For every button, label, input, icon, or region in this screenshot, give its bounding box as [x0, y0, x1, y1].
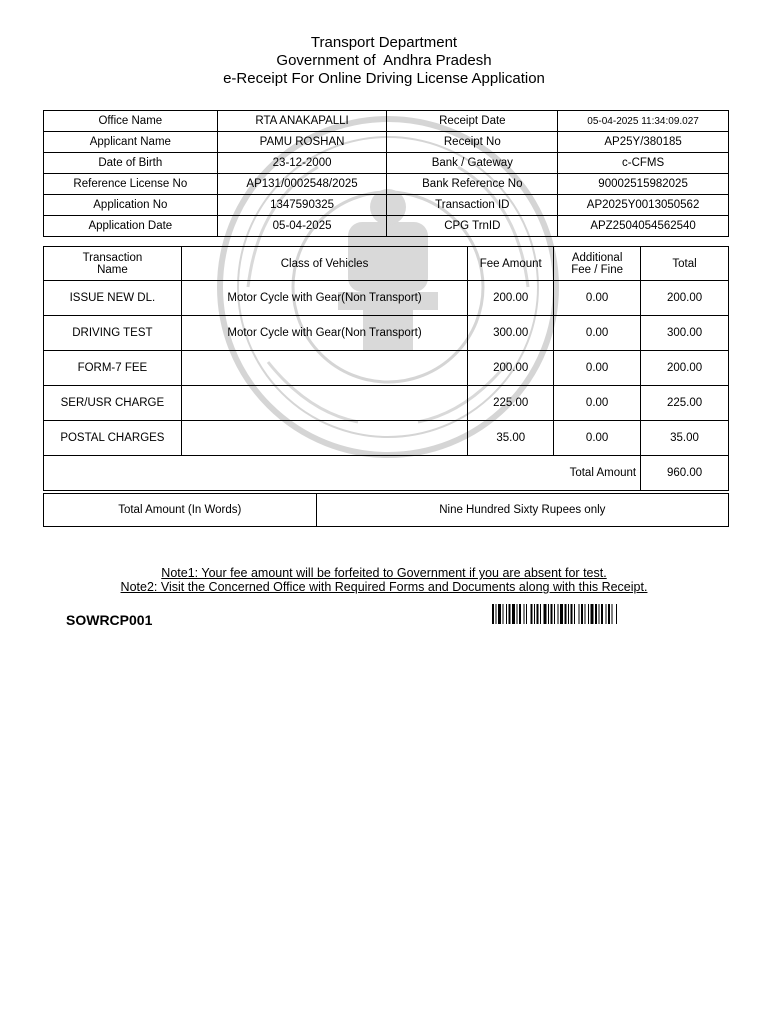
fee-cell-name: ISSUE NEW DL.	[44, 281, 182, 316]
fee-cell-cov	[181, 351, 467, 386]
receipt-title: e-Receipt For Online Driving License Application	[223, 70, 545, 87]
fee-row	[44, 316, 729, 351]
fee-cell-total: 300.00	[641, 316, 729, 351]
fee-cell-name: FORM-7 FEE	[44, 351, 182, 386]
info-label: Reference License No	[44, 174, 218, 195]
info-label: Application No	[44, 195, 218, 216]
fee-cell-name: POSTAL CHARGES	[44, 421, 182, 456]
fee-cell-fee: 35.00	[468, 421, 554, 456]
info-label: Date of Birth	[44, 153, 218, 174]
fee-cell-fee: 200.00	[468, 351, 554, 386]
fee-row	[44, 421, 729, 456]
amount-in-words-label: Total Amount (In Words)	[44, 494, 317, 527]
fee-cell-total: 35.00	[641, 421, 729, 456]
amount-in-words-value: Nine Hundred Sixty Rupees only	[316, 494, 728, 527]
fee-cell-add: 0.00	[554, 421, 641, 456]
fee-table	[43, 246, 729, 491]
fee-cell-add: 0.00	[554, 316, 641, 351]
fee-cell-cov: Motor Cycle with Gear(Non Transport)	[181, 316, 467, 351]
info-label: Bank Reference No	[387, 174, 558, 195]
info-label: CPG TrnID	[387, 216, 558, 237]
info-value: APZ2504054562540	[558, 216, 729, 237]
info-label: Transaction ID	[387, 195, 558, 216]
info-value: c-CFMS	[558, 153, 729, 174]
info-value: 1347590325	[217, 195, 387, 216]
info-value: AP131/0002548/2025	[217, 174, 387, 195]
info-value: 05-04-2025	[217, 216, 387, 237]
info-value: 05-04-2025 11:34:09.027	[558, 111, 729, 132]
header-fee-amount: Fee Amount	[468, 247, 554, 281]
fee-cell-total: 200.00	[641, 281, 729, 316]
info-label: Application Date	[44, 216, 218, 237]
info-label: Office Name	[44, 111, 218, 132]
total-amount-value: 960.00	[641, 456, 729, 491]
fee-cell-cov	[181, 421, 467, 456]
fee-cell-add: 0.00	[554, 351, 641, 386]
fee-cell-add: 0.00	[554, 386, 641, 421]
info-row	[44, 174, 729, 195]
info-value: 23-12-2000	[217, 153, 387, 174]
info-label: Applicant Name	[44, 132, 218, 153]
info-value: PAMU ROSHAN	[217, 132, 387, 153]
info-value: AP2025Y0013050562	[558, 195, 729, 216]
info-value: RTA ANAKAPALLI	[217, 111, 387, 132]
total-amount-row	[44, 456, 729, 491]
receipt-code: SOWRCP001	[66, 612, 153, 628]
receipt-notes	[0, 566, 768, 594]
department-title: Transport Department	[310, 34, 458, 51]
info-row	[44, 111, 729, 132]
info-row	[44, 195, 729, 216]
total-amount-label: Total Amount	[44, 456, 641, 491]
fee-cell-total: 225.00	[641, 386, 729, 421]
fee-row	[44, 351, 729, 386]
fee-cell-fee: 200.00	[468, 281, 554, 316]
fee-row	[44, 281, 729, 316]
fee-table-header	[44, 247, 729, 281]
note-2: Note2: Visit the Concerned Office with Required Forms and Documents along with this Receipt.	[120, 580, 648, 594]
fee-cell-name: DRIVING TEST	[44, 316, 182, 351]
info-row	[44, 132, 729, 153]
fee-cell-name: SER/USR CHARGE	[44, 386, 182, 421]
fee-cell-add: 0.00	[554, 281, 641, 316]
header-total: Total	[641, 247, 729, 281]
fee-cell-cov	[181, 386, 467, 421]
info-row	[44, 153, 729, 174]
header-transaction-name: Transaction Name	[44, 247, 182, 281]
amount-in-words-table	[43, 493, 729, 527]
info-value: AP25Y/380185	[558, 132, 729, 153]
info-label: Receipt Date	[387, 111, 558, 132]
receipt-header	[0, 34, 768, 88]
fee-cell-cov: Motor Cycle with Gear(Non Transport)	[181, 281, 467, 316]
barcode	[492, 604, 706, 624]
fee-row	[44, 386, 729, 421]
info-value: 90002515982025	[558, 174, 729, 195]
fee-cell-fee: 225.00	[468, 386, 554, 421]
info-label: Bank / Gateway	[387, 153, 558, 174]
government-title: Government of Andhra Pradesh	[276, 52, 492, 69]
info-row	[44, 216, 729, 237]
info-label: Receipt No	[387, 132, 558, 153]
header-additional-fee: Additional Fee / Fine	[554, 247, 641, 281]
fee-cell-total: 200.00	[641, 351, 729, 386]
applicant-info-table	[43, 110, 729, 237]
note-1: Note1: Your fee amount will be forfeited to Government if you are absent for test.	[161, 566, 607, 580]
header-class-of-vehicles: Class of Vehicles	[181, 247, 467, 281]
fee-cell-fee: 300.00	[468, 316, 554, 351]
